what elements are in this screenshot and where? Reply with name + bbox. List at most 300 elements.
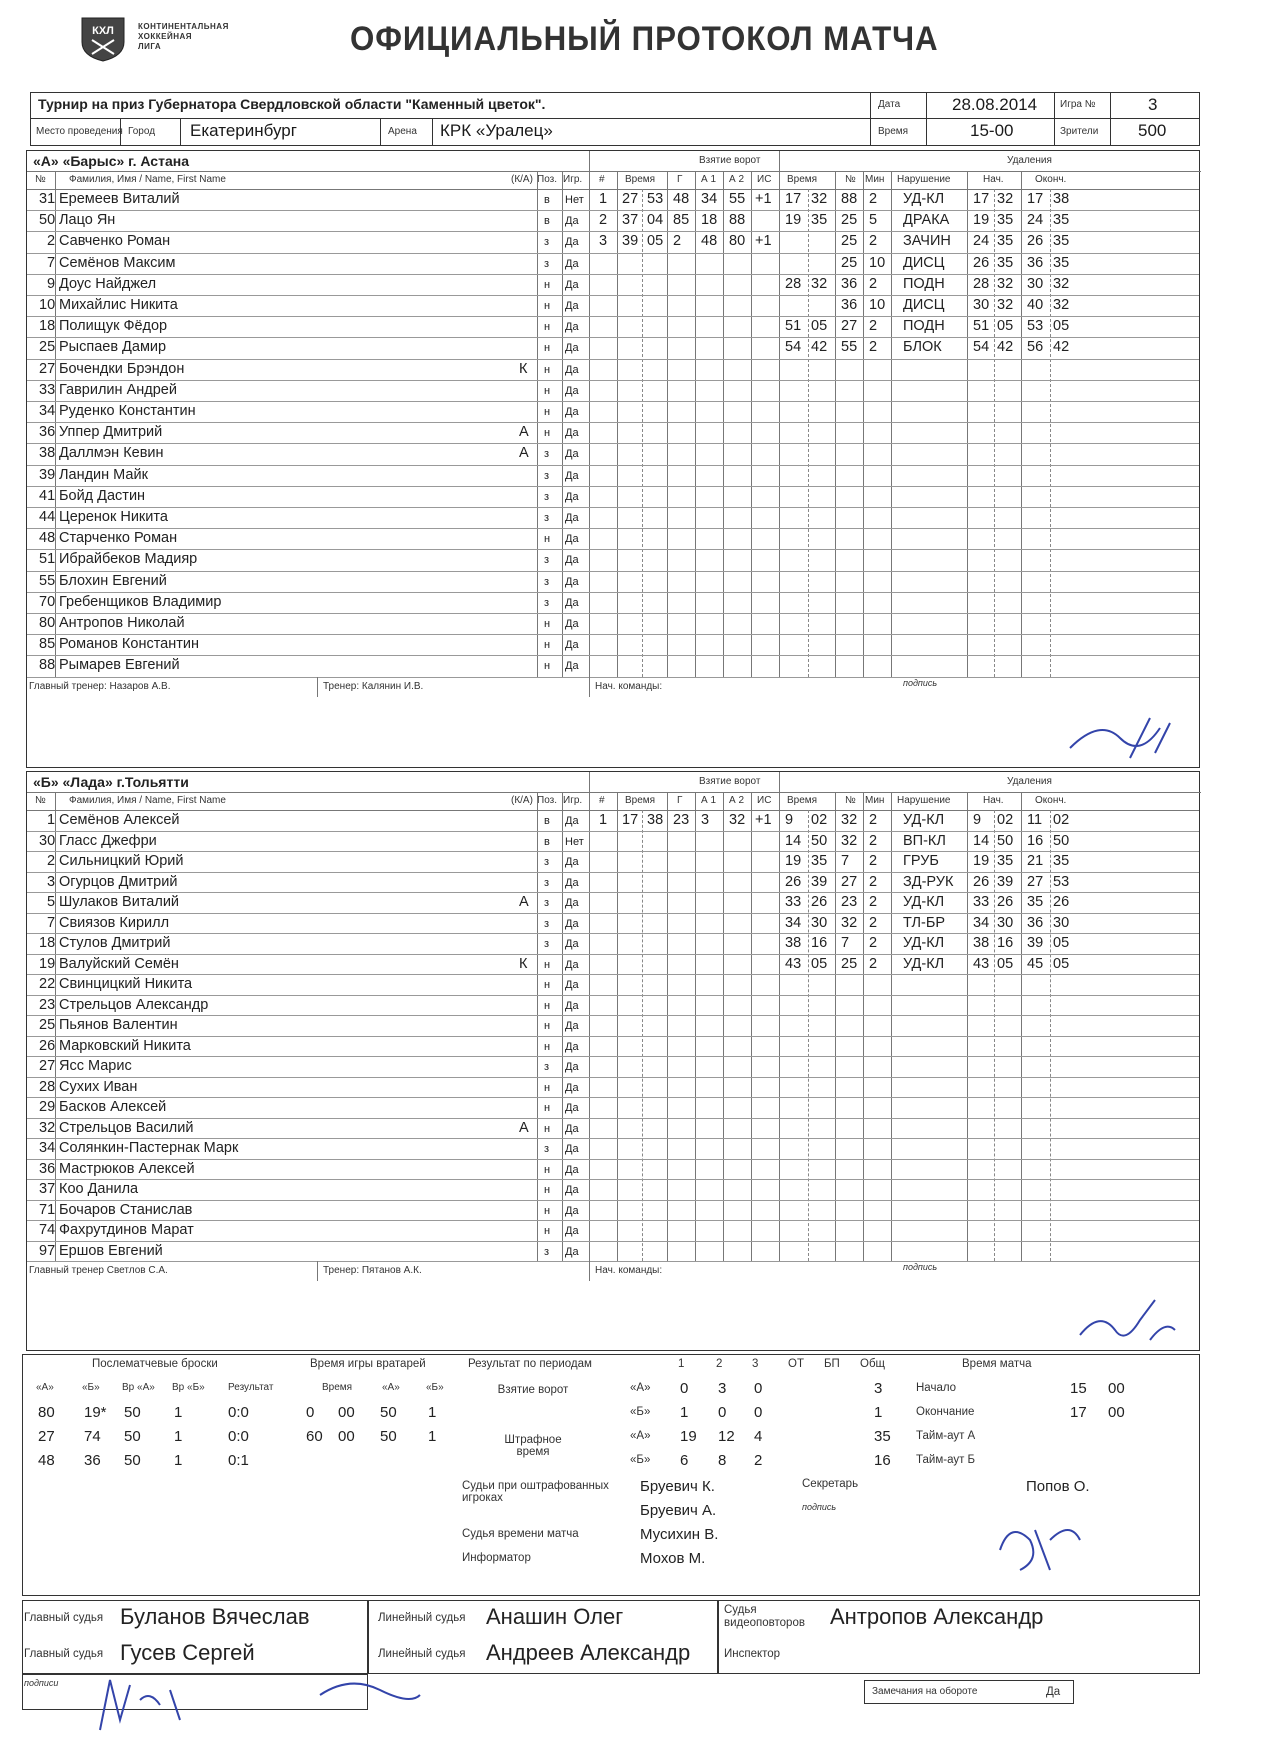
period-cell: 0 xyxy=(754,1380,763,1397)
shootout-cell: 1 xyxy=(174,1452,183,1469)
shootout-cell: 48 xyxy=(38,1452,55,1469)
grid-line xyxy=(779,792,780,1261)
league-line-1: КОНТИНЕНТАЛЬНАЯ xyxy=(138,22,229,31)
player-played: Да xyxy=(565,596,579,609)
grid-line xyxy=(27,401,1199,402)
penalty-start-min: 38 xyxy=(973,935,990,951)
grid-line xyxy=(27,933,1199,934)
col-name: Фамилия, Имя / Name, First Name xyxy=(69,174,226,185)
period-header: 1 xyxy=(678,1358,685,1370)
penalty-end-sec: 35 xyxy=(1053,212,1070,229)
grid-line xyxy=(589,792,590,1261)
gk-minute: 0 xyxy=(306,1404,315,1421)
col-no: № xyxy=(35,174,46,185)
shootout-cell: 19* xyxy=(84,1404,107,1421)
player-position: н xyxy=(544,1040,551,1053)
period-cell: 3 xyxy=(874,1380,883,1397)
grid-line xyxy=(27,974,1199,975)
spectators-count: 500 xyxy=(1138,121,1167,140)
penalty-end-sec: 32 xyxy=(1053,297,1070,313)
player-number: 7 xyxy=(47,254,56,271)
col-pen-end: Оконч. xyxy=(1035,795,1067,806)
penalty-player: 25 xyxy=(841,254,858,271)
penalty-end-min: 24 xyxy=(1027,212,1044,229)
player-name: Бочендки Брэндон xyxy=(59,360,185,377)
player-name: Семёнов Максим xyxy=(59,254,176,271)
penalty-start-sec: 35 xyxy=(997,853,1014,869)
player-number: 71 xyxy=(39,1201,56,1218)
shootout-cell: 27 xyxy=(38,1428,55,1445)
penalty-player: 7 xyxy=(841,853,850,869)
shootout-cell: 1 xyxy=(174,1404,183,1421)
gk-team-a: 50 xyxy=(380,1428,397,1445)
penalty-start-sec: 50 xyxy=(997,832,1014,849)
period-cell: 35 xyxy=(874,1428,891,1445)
player-position: н xyxy=(544,1184,551,1196)
penalty-end-sec: 05 xyxy=(1053,318,1070,335)
grid-line xyxy=(27,422,1199,423)
player-played: Да xyxy=(565,300,579,312)
period-cell: 12 xyxy=(718,1428,735,1445)
shootout-cell: 50 xyxy=(124,1428,141,1445)
grid-line xyxy=(1021,171,1022,677)
grid-line xyxy=(27,443,1199,444)
player-position: н xyxy=(544,660,551,673)
shootout-cell: 0:0 xyxy=(228,1428,249,1445)
grid-line xyxy=(589,677,590,697)
shootout-header: Вр «А» xyxy=(122,1382,155,1393)
penalty-second: 16 xyxy=(811,935,828,951)
linesman-label: Линейный судья xyxy=(378,1612,466,1624)
penalty-minute: 9 xyxy=(785,812,794,828)
goal-strength: +1 xyxy=(755,191,772,207)
goal-second: 05 xyxy=(647,233,664,250)
grid-line xyxy=(835,792,836,1261)
goal-minute: 37 xyxy=(622,212,639,229)
penalty-second: 39 xyxy=(811,873,828,890)
penalty-player: 32 xyxy=(841,832,858,849)
penalty-end-sec: 53 xyxy=(1053,873,1070,890)
grid-line xyxy=(27,1097,1199,1098)
secretary-signature xyxy=(980,1510,1090,1580)
team-title: «А» «Барыс» г. Астана xyxy=(33,153,189,169)
grid-line xyxy=(27,507,1199,508)
player-name: Михайлис Никита xyxy=(59,297,178,313)
player-position: н xyxy=(544,278,551,291)
penalty-start-min: 28 xyxy=(973,275,990,292)
captain-mark: А xyxy=(519,424,529,441)
penalty-start-sec: 35 xyxy=(997,233,1014,250)
player-played: Да xyxy=(565,660,579,673)
player-position: в xyxy=(544,215,550,228)
penalty-violation: ЗАЧИН xyxy=(903,233,951,250)
penalty-minutes: 2 xyxy=(869,233,878,250)
penalty-end-min: 26 xyxy=(1027,233,1044,250)
match-time-label: Начало xyxy=(916,1382,957,1394)
player-number: 38 xyxy=(39,445,56,462)
penalty-minutes: 2 xyxy=(869,935,878,951)
penalty-start-min: 43 xyxy=(973,955,990,972)
player-position: з xyxy=(544,1061,550,1073)
player-position: з xyxy=(544,490,550,503)
player-number: 18 xyxy=(39,318,56,335)
col-assist-2: А 2 xyxy=(729,795,745,806)
grid-line xyxy=(27,1077,1199,1078)
player-name: Полищук Фёдор xyxy=(59,318,168,335)
player-position: н xyxy=(544,618,551,630)
penalty-second: 35 xyxy=(811,853,828,869)
player-played: Да xyxy=(565,215,579,228)
player-played: Нет xyxy=(565,194,584,206)
penalty-start-min: 51 xyxy=(973,318,990,335)
player-name: Еремеев Виталий xyxy=(59,191,180,207)
col-goal-scorer: Г xyxy=(677,795,683,806)
player-played: Да xyxy=(565,1020,579,1032)
gk-team-a: 50 xyxy=(380,1404,397,1421)
goals-title: Взятие ворот xyxy=(699,776,761,787)
penalty-start-min: 26 xyxy=(973,873,990,890)
penalty-minute: 43 xyxy=(785,955,802,972)
penalty-minutes: 2 xyxy=(869,853,878,869)
svg-text:КХЛ: КХЛ xyxy=(92,25,114,37)
player-number: 31 xyxy=(39,191,56,207)
penalty-end-min: 56 xyxy=(1027,339,1044,356)
player-played: Да xyxy=(565,533,579,546)
penalty-violation: УД-КЛ xyxy=(903,894,945,910)
penalty-end-sec: 42 xyxy=(1053,339,1070,356)
penalty-start-min: 19 xyxy=(973,853,990,869)
penalty-violation: ДИСЦ xyxy=(903,297,945,313)
player-number: 33 xyxy=(39,381,56,398)
col-ka: (К/А) xyxy=(511,174,533,185)
penalty-start-sec: 35 xyxy=(997,254,1014,271)
penalty-end-min: 16 xyxy=(1027,832,1044,849)
penalty-end-sec: 05 xyxy=(1053,955,1070,972)
grid-line xyxy=(1021,792,1022,1261)
coach: Тренер: Пятанов А.К. xyxy=(323,1265,422,1276)
city-value: Екатеринбург xyxy=(190,121,297,140)
penbox-judges-label: Судьи при оштрафованных игроках xyxy=(462,1480,609,1504)
penalty-player: 23 xyxy=(841,894,858,910)
player-position: з xyxy=(544,856,550,868)
penalty-player: 27 xyxy=(841,318,858,335)
referee-signature-2 xyxy=(310,1670,430,1710)
player-position: н xyxy=(544,384,551,397)
player-name: Церенок Никита xyxy=(59,509,168,525)
penalty-end-min: 11 xyxy=(1027,812,1043,828)
penalty-violation: БЛОК xyxy=(903,339,942,356)
penalty-player: 32 xyxy=(841,914,858,931)
player-name: Валуйский Семён xyxy=(59,955,179,972)
grid-line xyxy=(27,231,1199,232)
penalty-start-min: 9 xyxy=(973,812,982,828)
shootout-cell: 0:1 xyxy=(228,1452,249,1469)
main-referee-label-2: Главный судья xyxy=(24,1648,104,1660)
league-line-3: ЛИГА xyxy=(138,42,162,51)
player-name: Гаврилин Андрей xyxy=(59,381,177,398)
player-number: 23 xyxy=(39,996,56,1013)
penalty-end-sec: 05 xyxy=(1053,935,1070,951)
penalty-end-sec: 50 xyxy=(1053,832,1070,849)
goal-strength: +1 xyxy=(755,812,772,828)
team-start-label: Нач. команды: xyxy=(595,680,663,692)
penalty-minute: 28 xyxy=(785,275,802,292)
periods-title: Результат по периодам xyxy=(468,1358,592,1370)
penalty-player: 55 xyxy=(841,339,858,356)
grid-line xyxy=(27,634,1199,635)
col-goal-scorer: Г xyxy=(677,174,683,185)
col-goal-time: Время xyxy=(625,174,656,185)
player-name: Лацо Ян xyxy=(59,212,116,229)
player-number: 51 xyxy=(39,551,56,568)
grid-line xyxy=(667,792,668,1261)
gk-header: «А» xyxy=(382,1382,400,1393)
penalties-title: Удаления xyxy=(1007,155,1052,166)
player-played: Да xyxy=(565,999,579,1012)
player-played: Да xyxy=(565,618,579,630)
linesman-2: Андреев Александр xyxy=(486,1640,691,1665)
penalty-end-min: 45 xyxy=(1027,955,1044,972)
coach: Тренер: Калянин И.В. xyxy=(323,680,424,692)
grid-line xyxy=(863,792,864,1261)
player-played: Да xyxy=(565,406,579,418)
penalty-start-min: 19 xyxy=(973,212,990,229)
col-no: № xyxy=(35,795,46,806)
penbox-judge-1: Бруевич К. xyxy=(640,1478,715,1495)
penalty-start-min: 34 xyxy=(973,914,990,931)
grid-line xyxy=(27,465,1199,466)
grid-line xyxy=(751,171,752,677)
captain-mark: К xyxy=(519,955,528,972)
col-assist-2: А 2 xyxy=(729,174,745,185)
penalty-start-min: 30 xyxy=(973,297,990,313)
penalty-end-sec: 35 xyxy=(1053,853,1070,869)
player-number: 26 xyxy=(39,1037,56,1054)
player-position: в xyxy=(544,815,550,827)
goal-assist-1: 3 xyxy=(701,812,710,828)
match-date: 28.08.2014 xyxy=(952,95,1038,114)
penalty-player: 32 xyxy=(841,812,858,828)
goal-assist-1: 18 xyxy=(701,212,718,229)
player-played: Да xyxy=(565,979,579,991)
player-position: н xyxy=(544,300,551,312)
grid-line xyxy=(27,655,1199,656)
player-name: Гребенщиков Владимир xyxy=(59,593,222,610)
player-number: 39 xyxy=(39,466,56,483)
penalty-second: 02 xyxy=(811,812,828,828)
penalty-end-min: 27 xyxy=(1027,873,1044,890)
shootout-header: «А» xyxy=(36,1382,54,1393)
grid-line xyxy=(27,528,1199,529)
goal-number: 1 xyxy=(599,812,608,828)
player-name: Даллмэн Кевин xyxy=(59,445,164,462)
grid-line xyxy=(317,677,318,697)
timekeeper: Мусихин В. xyxy=(640,1526,719,1543)
player-played: Да xyxy=(565,639,579,652)
player-name: Савченко Роман xyxy=(59,233,171,250)
start-time: 15-00 xyxy=(970,121,1014,140)
player-name: Бойд Дастин xyxy=(59,487,146,504)
col-assist-1: А 1 xyxy=(701,795,717,806)
goal-scorer: 48 xyxy=(673,191,690,207)
player-position: з xyxy=(544,596,550,609)
player-number: 55 xyxy=(39,572,56,589)
league-line-2: ХОККЕЙНАЯ xyxy=(138,32,193,41)
player-played: Да xyxy=(565,1081,579,1094)
penalty-start-sec: 32 xyxy=(997,297,1014,313)
shootout-cell: 80 xyxy=(38,1404,55,1421)
goal-minute: 27 xyxy=(622,191,639,207)
player-name: Свиязов Кирилл xyxy=(59,914,170,931)
penalty-minutes: 2 xyxy=(869,339,878,356)
player-played: Да xyxy=(565,938,579,950)
player-position: з xyxy=(544,938,550,950)
player-position: з xyxy=(544,876,550,889)
venue-label: Место проведения xyxy=(36,126,123,137)
penalty-minute: 54 xyxy=(785,339,802,356)
period-cell: 0 xyxy=(718,1404,727,1421)
penalty-end-min: 21 xyxy=(1027,853,1044,869)
player-name: Солянкин-Пастернак Марк xyxy=(59,1140,239,1156)
player-played: Да xyxy=(565,1122,579,1135)
gk-team-b: 1 xyxy=(428,1404,437,1421)
head-coach: Главный тренер Светлов С.А. xyxy=(29,1265,168,1276)
player-number: 3 xyxy=(47,873,56,890)
player-number: 85 xyxy=(39,636,56,653)
player-position: н xyxy=(544,999,551,1012)
player-played: Да xyxy=(565,1204,579,1217)
player-number: 2 xyxy=(47,853,56,869)
grid-line xyxy=(27,549,1199,550)
player-number: 10 xyxy=(39,297,56,313)
player-played: Да xyxy=(565,876,579,889)
player-name: Блохин Евгений xyxy=(59,572,167,589)
grid-line xyxy=(537,792,538,1261)
grid-line xyxy=(27,1159,1199,1160)
period-cell: 4 xyxy=(754,1428,763,1445)
goals-title: Взятие ворот xyxy=(699,155,761,166)
penalty-second: 30 xyxy=(811,914,828,931)
player-position: н xyxy=(544,1122,551,1135)
shootout-cell: 36 xyxy=(84,1452,101,1469)
penalty-player: 25 xyxy=(841,955,858,972)
grid-line xyxy=(642,189,643,677)
game-number-label: Игра № xyxy=(1060,99,1096,110)
shootout-header: «Б» xyxy=(82,1382,100,1393)
player-number: 2 xyxy=(47,233,56,250)
linesman-label-2: Линейный судья xyxy=(378,1648,466,1660)
player-played: Да xyxy=(565,257,579,270)
goal-assist-2: 55 xyxy=(729,191,746,207)
player-played: Да xyxy=(565,1245,579,1258)
player-played: Да xyxy=(565,363,579,376)
period-header: 2 xyxy=(716,1358,723,1370)
penalty-end-sec: 26 xyxy=(1053,894,1070,910)
grid-line xyxy=(27,872,1199,873)
penalty-second: 05 xyxy=(811,318,828,335)
team-tag: «Б» xyxy=(630,1406,651,1418)
player-name: Мастрюков Алексей xyxy=(59,1160,195,1177)
grid-line xyxy=(27,1200,1199,1201)
gk-time-title: Время игры вратарей xyxy=(310,1358,426,1370)
player-position: з xyxy=(544,236,550,249)
penalty-end-sec: 35 xyxy=(1053,233,1070,250)
penalty-minutes: 2 xyxy=(869,832,878,849)
city-label: Город xyxy=(128,126,156,137)
penalty-minutes: 10 xyxy=(869,297,886,313)
player-number: 80 xyxy=(39,615,56,631)
penalty-minute: 33 xyxy=(785,894,802,910)
signature-label: подпись xyxy=(903,677,938,688)
penalty-minute: 14 xyxy=(785,832,802,849)
grid-line xyxy=(695,171,696,677)
main-referee-1: Буланов Вячеслав xyxy=(120,1604,310,1629)
grid-line xyxy=(562,792,563,1261)
player-played: Да xyxy=(565,958,579,971)
video-referee-label: Судья видеоповторов xyxy=(724,1604,805,1629)
penalty-minute: 34 xyxy=(785,914,802,931)
main-referee-label: Главный судья xyxy=(24,1612,104,1624)
col-goal-time: Время xyxy=(625,795,656,806)
grid-line xyxy=(27,1138,1199,1139)
player-played: Да xyxy=(565,512,579,524)
penalty-start-sec: 05 xyxy=(997,318,1014,335)
player-name: Доус Найджел xyxy=(59,275,157,292)
player-name: Рыспаев Дамир xyxy=(59,339,167,356)
player-position: н xyxy=(544,427,551,440)
referee-signature-1 xyxy=(80,1660,200,1740)
penalty-second: 35 xyxy=(811,212,828,229)
player-position: з xyxy=(544,917,550,930)
remarks-label: Замечания на обороте xyxy=(872,1686,978,1697)
player-position: н xyxy=(544,363,551,376)
grid-line xyxy=(27,954,1199,955)
grid-line xyxy=(27,189,1199,190)
player-number: 34 xyxy=(39,403,56,419)
player-played: Да xyxy=(565,1143,579,1155)
goal-minute: 17 xyxy=(622,812,639,828)
secretary-sign-label: подпись xyxy=(802,1502,837,1512)
grid-line xyxy=(27,337,1199,338)
penalty-end-sec: 30 xyxy=(1053,914,1070,931)
player-played: Да xyxy=(565,448,579,461)
player-name: Сухих Иван xyxy=(59,1078,138,1095)
player-number: 19 xyxy=(39,955,56,972)
player-number: 32 xyxy=(39,1119,56,1136)
penalty-start-sec: 30 xyxy=(997,914,1014,931)
grid-line xyxy=(27,1261,1199,1262)
captain-mark: А xyxy=(519,1119,529,1136)
goal-assist-1: 48 xyxy=(701,233,718,250)
player-number: 27 xyxy=(39,1058,56,1074)
col-pen-end: Оконч. xyxy=(1035,174,1067,185)
goal-scorer: 23 xyxy=(673,812,690,828)
team-tag: «А» xyxy=(630,1430,651,1442)
penalty-violation: ПОДН xyxy=(903,318,945,335)
grid-line xyxy=(27,792,589,793)
col-pen-min: Мин xyxy=(865,174,885,185)
player-number: 7 xyxy=(47,914,56,931)
linesman-1: Анашин Олег xyxy=(486,1604,624,1629)
timekeeper-label: Судья времени матча xyxy=(462,1528,579,1540)
player-number: 1 xyxy=(47,812,56,828)
match-header xyxy=(30,92,1200,146)
grid-line xyxy=(779,171,780,677)
team-a-signature xyxy=(1060,708,1180,768)
game-number: 3 xyxy=(1148,95,1158,114)
col-pen-violation: Нарушение xyxy=(897,795,951,806)
grid-line xyxy=(779,772,780,792)
